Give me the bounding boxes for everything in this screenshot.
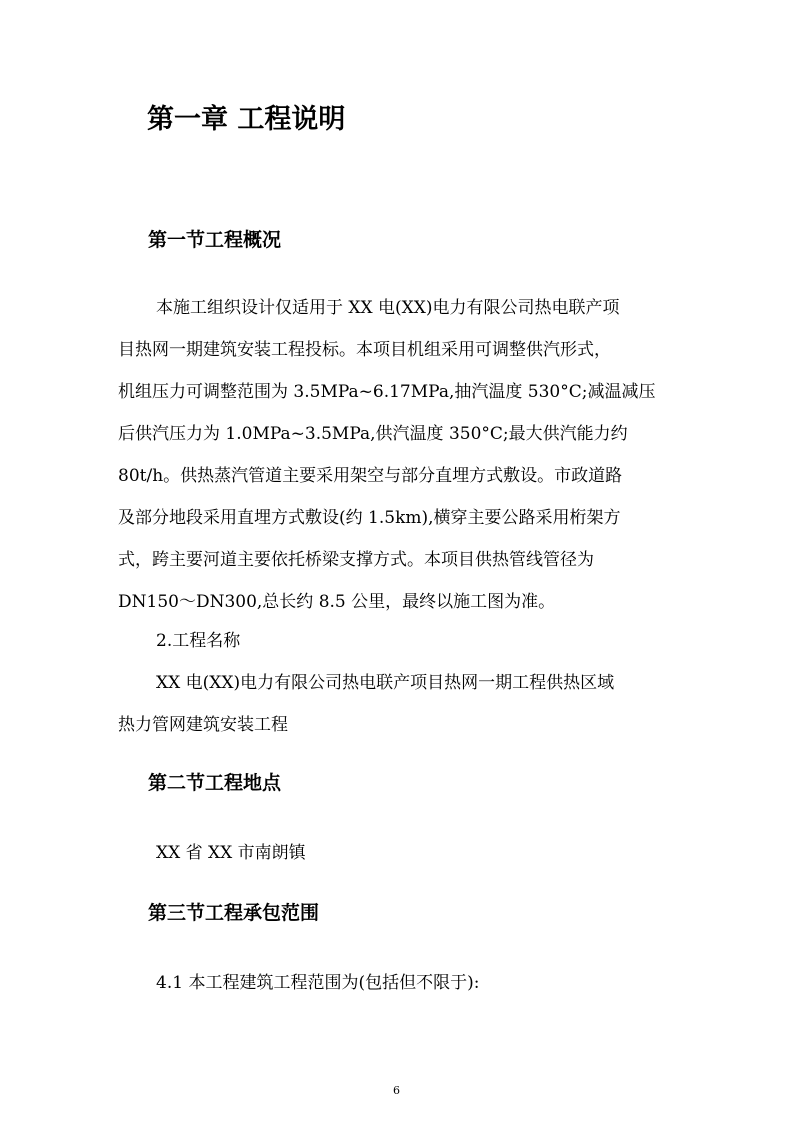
section-title-scope: 第三节工程承包范围 xyxy=(148,902,320,924)
section-title-location: 第二节工程地点 xyxy=(148,772,282,794)
overview-line: 目热网一期建筑安装工程投标。本项目机组采用可调整供汽形式， xyxy=(118,340,611,360)
page-number: 6 xyxy=(393,1084,400,1097)
overview-line: 及部分地段采用直埋方式敷设(约 1.5km),横穿主要公路采用桁架方 xyxy=(118,508,621,528)
project-name-heading-block xyxy=(118,620,678,662)
project-name-line: 热力管网建筑安装工程 xyxy=(118,715,288,735)
scope-text: 4.1 本工程建筑工程范围为(包括但不限于): xyxy=(156,973,480,993)
scope-paragraph xyxy=(118,962,678,1004)
chapter-title: 第一章 工程说明 xyxy=(147,104,346,135)
project-name-line: XX 电(XX)电力有限公司热电联产项目热网一期工程供热区域 xyxy=(156,673,615,693)
project-name-paragraph xyxy=(118,662,678,746)
overview-line: 80t/h。供热蒸汽管道主要采用架空与部分直埋方式敷设。市政道路 xyxy=(118,466,623,486)
location-text: XX 省 XX 市南朗镇 xyxy=(156,843,306,863)
overview-line: 本施工组织设计仅适用于 XX 电(XX)电力有限公司热电联产项 xyxy=(156,298,620,318)
overview-line: 后供汽压力为 1.0MPa~3.5MPa,供汽温度 350°C;最大供汽能力约 xyxy=(118,424,628,444)
overview-paragraph xyxy=(118,287,678,623)
overview-line: DN150～DN300,总长约 8.5 公里，最终以施工图为准。 xyxy=(118,592,556,612)
project-name-heading: 2.工程名称 xyxy=(156,631,241,651)
location-paragraph xyxy=(118,832,678,874)
overview-line: 式，跨主要河道主要依托桥梁支撑方式。本项目供热管线管径为 xyxy=(118,550,594,570)
overview-line: 机组压力可调整范围为 3.5MPa~6.17MPa,抽汽温度 530°C;减温减压 xyxy=(118,382,656,402)
section-title-overview: 第一节工程概况 xyxy=(148,229,282,251)
